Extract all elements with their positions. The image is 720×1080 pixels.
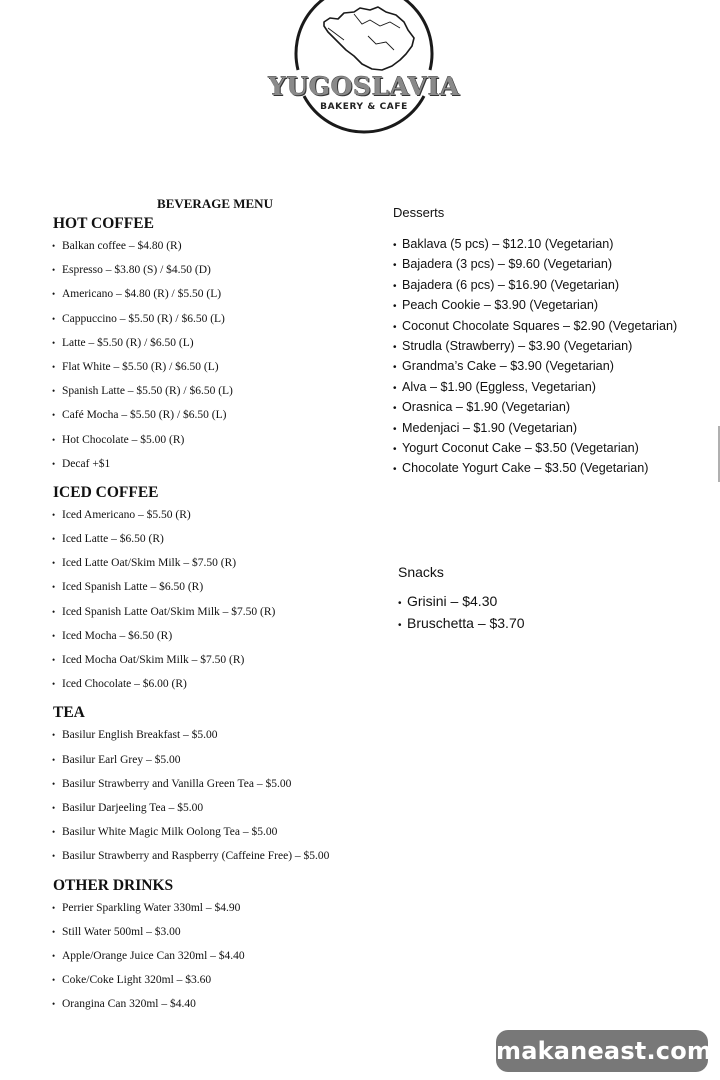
list-item: • Basilur English Breakfast – $5.00 [52, 729, 218, 742]
brand-subtitle: BAKERY & CAFE [320, 102, 408, 112]
map-outline-in-circle-icon [258, 0, 470, 140]
section-heading: Snacks [398, 564, 444, 580]
list-item: • Decaf +$1 [52, 457, 111, 470]
watermark: makaneast.com [496, 1030, 708, 1072]
list-item: • Alva – $1.90 (Eggless, Vegetarian) [393, 379, 596, 394]
list-item: • Flat White – $5.50 (R) / $6.50 (L) [52, 360, 219, 373]
list-item: • Balkan coffee – $4.80 (R) [52, 240, 182, 252]
section-heading: OTHER DRINKS [53, 876, 174, 894]
list-item: • Americano – $4.80 (R) / $5.50 (L) [52, 288, 222, 301]
list-item: • Iced Americano – $5.50 (R) [52, 508, 191, 521]
list-item: • Strudla (Strawberry) – $3.90 (Vegetarian) [393, 338, 633, 353]
list-item: • Medenjaci – $1.90 (Vegetarian) [393, 420, 578, 435]
list-item: • Basilur Strawberry and Vanilla Green Tea – $5.00 [52, 777, 292, 790]
list-item: • Iced Mocha Oat/Skim Milk – $7.50 (R) [52, 654, 245, 666]
section-heading: Desserts [393, 205, 445, 220]
list-item: • Peach Cookie – $3.90 (Vegetarian) [393, 298, 599, 313]
list-item: • Bajadera (3 pcs) – $9.60 (Vegetarian) [393, 257, 613, 272]
list-item: • Basilur White Magic Milk Oolong Tea – $5.00 [52, 826, 278, 839]
list-item: • Iced Mocha – $6.50 (R) [52, 629, 173, 642]
list-item: • Chocolate Yogurt Cake – $3.50 (Vegetarian) [393, 461, 649, 476]
list-item: • Basilur Strawberry and Raspberry (Caffeine Free) – $5.00 [52, 850, 330, 863]
section-tea [52, 703, 382, 873]
list-item: • Iced Spanish Latte – $6.50 (R) [52, 581, 204, 594]
list-item: • Hot Chocolate – $5.00 (R) [52, 433, 185, 446]
list-item: • Perrier Sparkling Water 330ml – $4.90 [52, 901, 241, 914]
desserts-section [393, 205, 677, 481]
brand-name: YUGOSLAVIA [268, 72, 460, 101]
beverage-menu [52, 194, 382, 1021]
list-item: • Iced Latte Oat/Skim Milk – $7.50 (R) [52, 557, 237, 570]
list-item: • Grisini – $4.30 [398, 593, 498, 609]
list-item: • Apple/Orange Juice Can 320ml – $4.40 [52, 949, 245, 962]
list-item: • Still Water 500ml – $3.00 [52, 925, 181, 938]
page-title: BEVERAGE MENU [157, 196, 273, 211]
list-item: • Iced Chocolate – $6.00 (R) [52, 678, 187, 691]
brand-logo [258, 0, 470, 140]
list-item: • Coke/Coke Light 320ml – $3.60 [52, 974, 212, 987]
list-item: • Cappuccino – $5.50 (R) / $6.50 (L) [52, 312, 225, 325]
list-item: • Bruschetta – $3.70 [398, 615, 525, 631]
section-heading: HOT COFFEE [53, 215, 154, 232]
list-item: • Orangina Can 320ml – $4.40 [52, 998, 196, 1011]
list-item: • Bajadera (6 pcs) – $16.90 (Vegetarian) [393, 277, 620, 292]
list-item: • Iced Spanish Latte Oat/Skim Milk – $7.50 (R) [52, 605, 276, 618]
list-item: • Coconut Chocolate Squares – $2.90 (Vegetarian) [393, 318, 678, 333]
list-item: • Café Mocha – $5.50 (R) / $6.50 (L) [52, 409, 227, 422]
list-item: • Iced Latte – $6.50 (R) [52, 533, 164, 546]
section-hot-coffee [52, 214, 382, 481]
list-item: • Grandma’s Cake – $3.90 (Vegetarian) [393, 359, 614, 374]
list-item: • Spanish Latte – $5.50 (R) / $6.50 (L) [52, 385, 233, 398]
section-iced-coffee [52, 483, 382, 702]
section-other-drinks [52, 876, 382, 1022]
list-item: • Baklava (5 pcs) – $12.10 (Vegetarian) [393, 237, 614, 251]
list-item: • Orasnica – $1.90 (Vegetarian) [393, 400, 571, 415]
snacks-section [398, 564, 525, 637]
list-item: • Latte – $5.50 (R) / $6.50 (L) [52, 336, 194, 349]
section-heading: ICED COFFEE [53, 483, 159, 501]
list-item: • Yogurt Coconut Cake – $3.50 (Vegetarian) [393, 440, 639, 455]
list-item: • Espresso – $3.80 (S) / $4.50 (D) [52, 264, 211, 277]
section-heading: TEA [53, 704, 85, 722]
list-item: • Basilur Darjeeling Tea – $5.00 [52, 801, 204, 814]
list-item: • Basilur Earl Grey – $5.00 [52, 753, 181, 766]
